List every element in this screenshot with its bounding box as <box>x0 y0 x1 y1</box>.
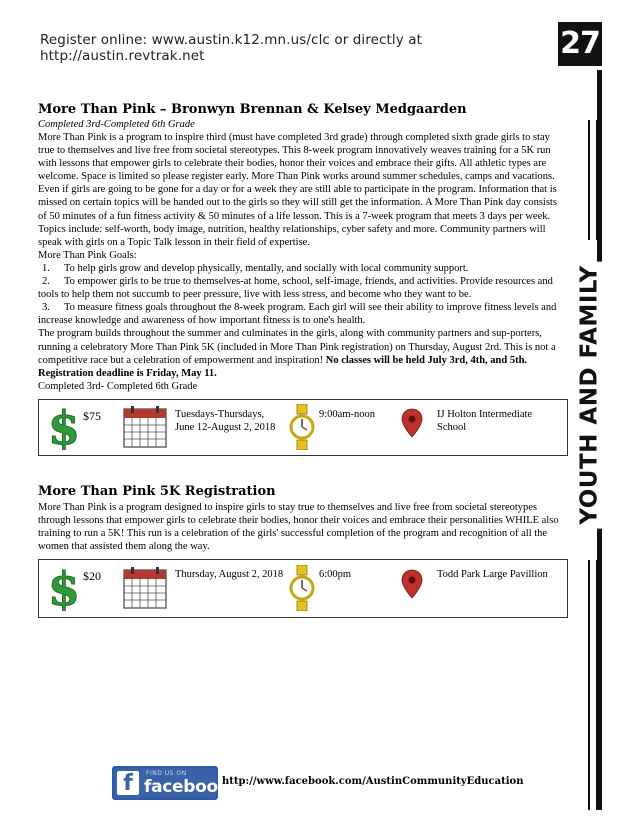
goal-number: 3. <box>42 302 50 314</box>
section-title: More Than Pink 5K Registration <box>38 483 276 499</box>
info-box <box>38 559 568 618</box>
section-subtitle: Completed 3rd-Completed 6th Grade <box>38 119 195 130</box>
closing-notice: No classes will be held July 3rd, 4th, and 5th. Registration deadline is Friday, May 11. <box>38 354 528 379</box>
grade-line: Completed 3rd- Completed 6th Grade <box>38 380 198 392</box>
dates-value: Thursday, August 2, 2018 <box>175 569 284 581</box>
price-value: $75 <box>83 408 101 423</box>
goal-text: To empower girls to be true to themselves-at home, school, self-image, friends, and activities. Provide resources and tools to help them not succumb to peer pressure, live with less stress, and become who they want to be. <box>38 276 553 301</box>
goal-item <box>38 301 568 327</box>
section-body: More Than Pink is a program designed to inspire girls to stay true to themselves and live free from societal stereotypes through lessons that empower girls to celebrate their bodies, honor their voices and embrace their personalities WHILE also training to run a 5K! This run is a celebration of the girls' successful completion of the program and recognition of all the women that assisted them along the way. <box>38 501 559 553</box>
side-section-title <box>575 240 605 550</box>
goals-heading: More Than Pink Goals: <box>38 249 137 261</box>
dollar-icon <box>47 565 81 611</box>
goal-item <box>38 275 568 301</box>
calendar-icon <box>123 406 167 448</box>
svg-text:$: $ <box>47 565 81 612</box>
page-number: 27 <box>558 22 602 66</box>
side-lines-bottom <box>588 560 598 810</box>
info-box <box>38 399 568 456</box>
closing-text: The program builds throughout the summer and culminates in the girls, along with community partners and sup-porters, running a celebratory More Than Pink 5K (included in More Than Pink registration) on Thursday, August 2rd. This is not a competitive race but a celebration of empowerment and inspiration! <box>38 328 556 366</box>
goal-number: 1. <box>42 262 50 274</box>
calendar-icon <box>123 567 167 609</box>
section-intro: More Than Pink is a program to inspire third (must have completed 3rd grade) through completed sixth grade girls to stay true to themselves and live free from societal stereotypes. This 8-week program innovatively weaves training for a 5K run with lessons that empower girls to celebrate their bodies, honor their voices and embrace their gifts. All athletic types are welcome. Space is limited so please register early. More Than Pink works around summer schedules, camps and vacations. Even if girls are going to be gone for a day or for a week they are still able to participate in the program. Information that is missed on certain topics will be handed out to the girls so they will still get the information. A More Than Pink day consists of 50 minutes of a fun fitness activity & 50 minutes of a life lesson. This is a 7-week program that meets 3 days per week. Topics include: self-worth, body image, nutrition, healthy relationships, cyber safety and more. Community partners will speak with girls on a Topic Talk lesson in their field of expertise. <box>38 132 557 248</box>
location-value: IJ Holton Intermediate School <box>437 408 533 433</box>
price-value: $20 <box>83 569 101 584</box>
stopwatch-icon <box>289 404 315 450</box>
side-section-title-text: YOUTH AND FAMILY <box>577 261 603 528</box>
time-value: 9:00am-noon <box>319 408 375 420</box>
goal-text: To help girls grow and develop physically, mentally, and socially with local community support. <box>64 262 469 274</box>
goal-item <box>38 262 568 275</box>
facebook-url-link[interactable]: http://www.facebook.com/AustinCommunityEducation <box>222 776 524 787</box>
header-register-text: Register online: www.austin.k12.mn.us/clc or directly at http://austin.revtrak.net <box>40 32 423 64</box>
section-closing <box>38 327 568 379</box>
section-more-than-pink <box>38 102 568 456</box>
stopwatch-icon <box>289 565 315 611</box>
dates-value: Tuesdays-Thursdays, June 12-August 2, 2018 <box>175 408 276 433</box>
svg-text:$: $ <box>47 403 81 450</box>
time-value: 6:00pm <box>319 569 352 581</box>
section-title: More Than Pink – Bronwyn Brennan & Kelsey Medgaarden <box>38 102 467 117</box>
section-5k-registration <box>38 484 568 618</box>
goal-number: 2. <box>42 276 50 288</box>
location-value: Todd Park Large Pavillion <box>437 569 548 581</box>
dollar-icon <box>47 404 81 450</box>
map-pin-icon <box>401 408 423 438</box>
facebook-f-icon: f <box>117 771 139 795</box>
facebook-logo-word: facebook <box>144 777 229 797</box>
map-pin-icon <box>401 569 423 599</box>
facebook-logo[interactable] <box>112 766 229 800</box>
goal-text: To measure fitness goals throughout the 8-week program. Each girl will see their ability to improve fitness levels and increase knowledge and awareness of how important fitness is to one's health. <box>38 302 557 327</box>
facebook-logo-small-text: FIND US ON <box>146 770 187 777</box>
side-lines-top <box>588 120 598 240</box>
main-content <box>38 102 568 618</box>
